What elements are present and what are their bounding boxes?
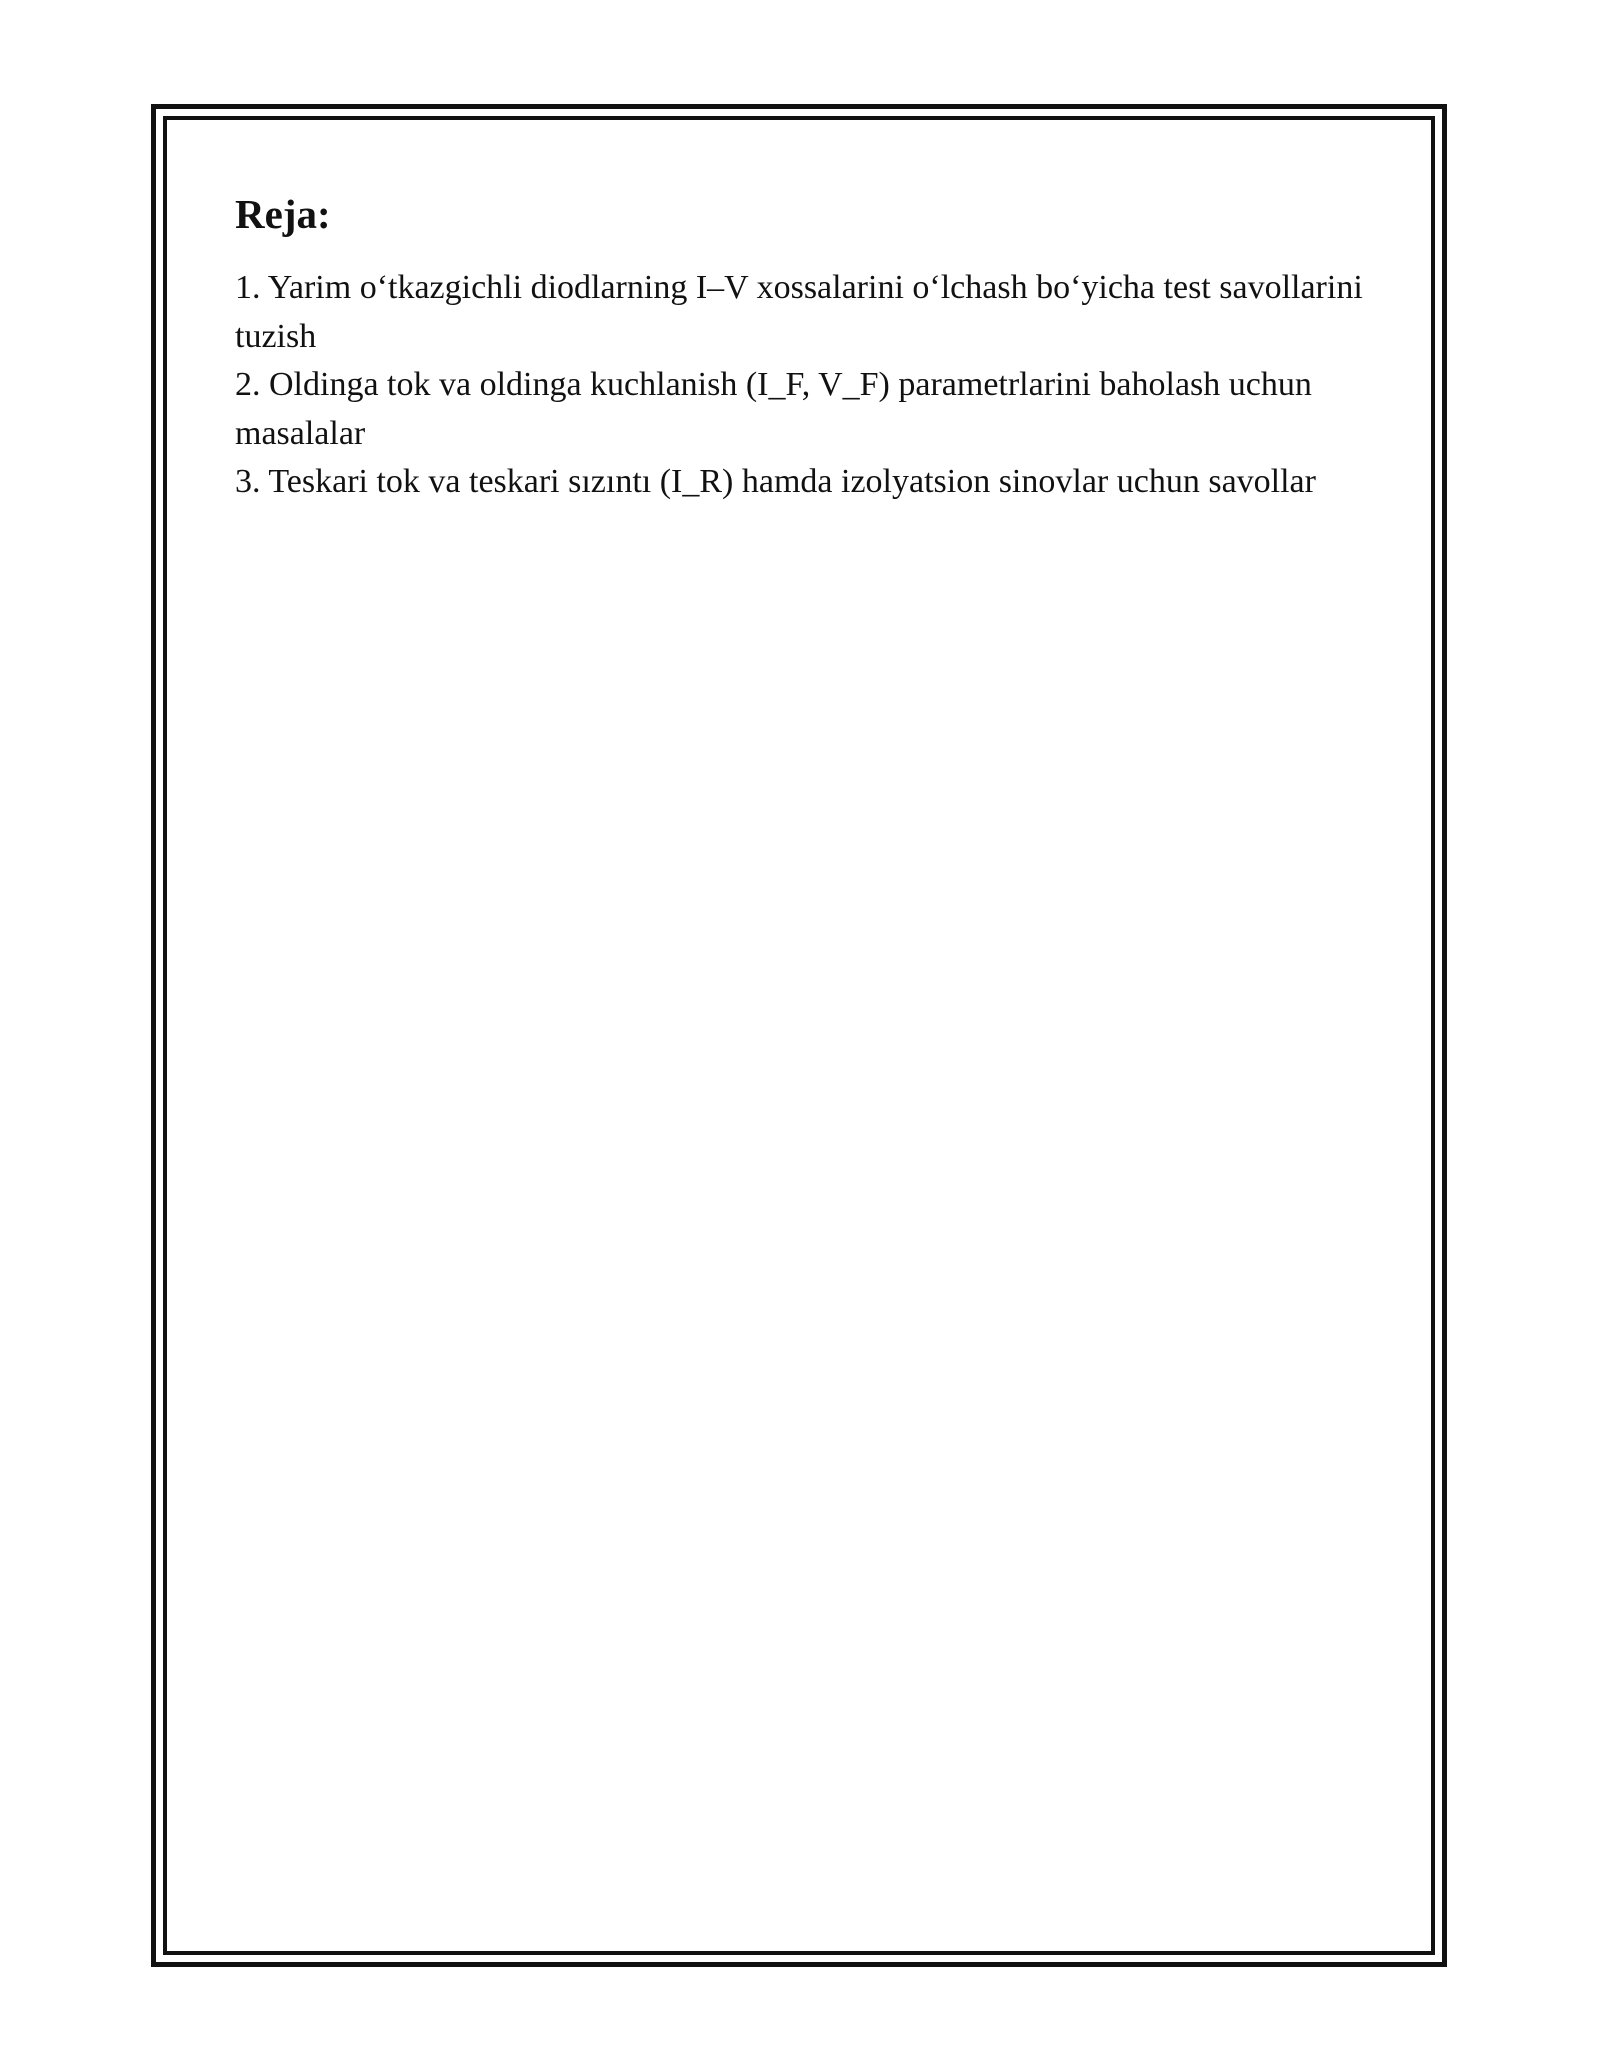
plan-item-2: 2. Oldinga tok va oldinga kuchlanish (I_F, V_F) parametrlarini baholash uchun masalalar [235,366,1312,452]
plan-list [235,264,1365,507]
document-content [235,188,1365,507]
plan-item-1: 1. Yarim o‘tkazgichli diodlarning I–V xossalarini o‘lchash bo‘yicha test savollarini tuzish [235,269,1363,355]
plan-item-3: 3. Teskari tok va teskari sızıntı (I_R) hamda izolyatsion sinovlar uchun savollar [235,463,1316,500]
plan-title: Reja: [235,191,331,237]
